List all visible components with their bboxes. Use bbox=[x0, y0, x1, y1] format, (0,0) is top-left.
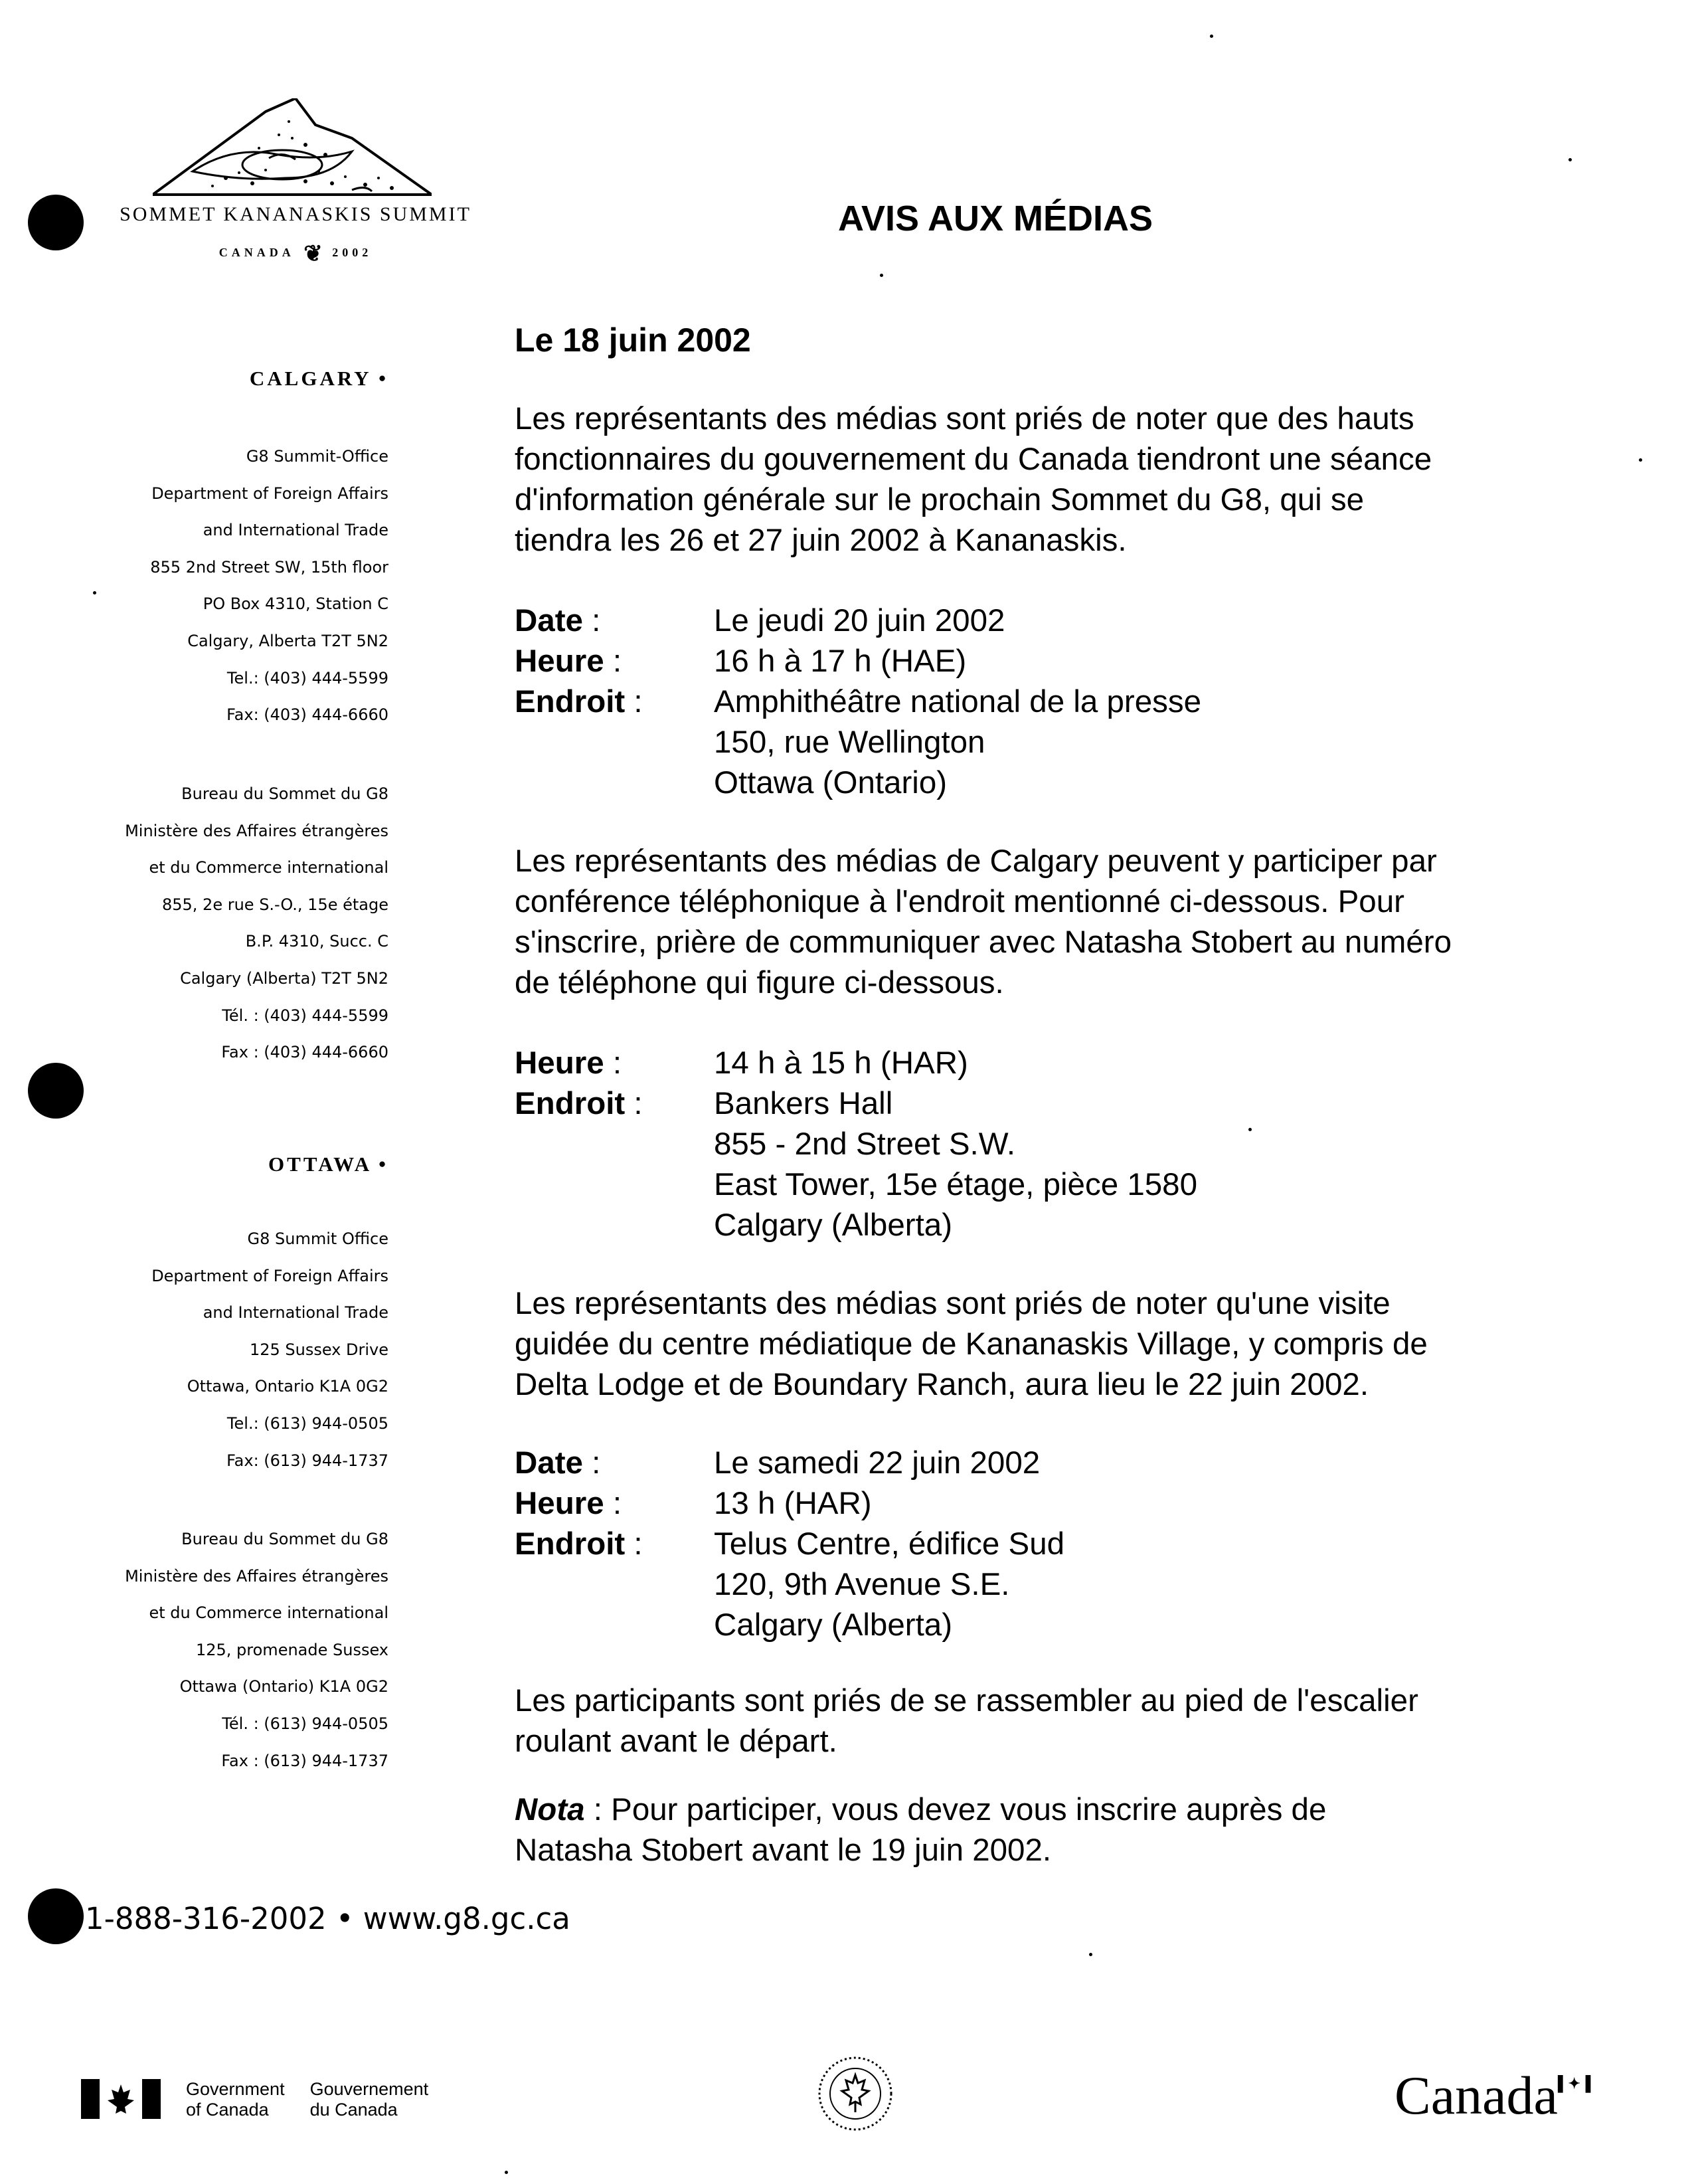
ottawa-en-line: and International Trade bbox=[203, 1303, 388, 1322]
detail-label: Heure : bbox=[515, 1486, 622, 1521]
calgary-en-line: Department of Foreign Affairs bbox=[151, 484, 388, 503]
calgary-en-line: Tel.: (403) 444-5599 bbox=[226, 668, 388, 687]
gov-en-line-1: Government bbox=[186, 2079, 285, 2099]
paragraph-line: roulant avant le départ. bbox=[515, 1724, 837, 1759]
detail-row bbox=[515, 722, 1551, 763]
gov-fr-line-2: du Canada bbox=[309, 2100, 398, 2120]
detail-label bbox=[515, 763, 714, 803]
ottawa-en-line: 125 Sussex Drive bbox=[249, 1340, 388, 1359]
calgary-address-french bbox=[106, 776, 388, 1071]
canada-wordmark bbox=[1394, 2064, 1591, 2127]
detail-row bbox=[515, 1443, 1551, 1483]
detail-label bbox=[515, 1124, 714, 1164]
detail-label: Endroit : bbox=[515, 1086, 643, 1121]
paragraph-line: Delta Lodge et de Boundary Ranch, aura lieu le 22 juin 2002. bbox=[515, 1367, 1369, 1402]
detail-value: Calgary (Alberta) bbox=[714, 1208, 953, 1243]
gov-french bbox=[310, 2079, 429, 2120]
detail-row bbox=[515, 600, 1551, 641]
detail-row bbox=[515, 1564, 1551, 1605]
summit-country-year bbox=[116, 240, 475, 267]
detail-row bbox=[515, 1164, 1551, 1205]
detail-value: Amphithéâtre national de la presse bbox=[714, 684, 1202, 719]
summit-year: 2002 bbox=[332, 246, 373, 260]
maple-leaf-icon: ❦ bbox=[303, 242, 323, 266]
detail-value: Telus Centre, édifice Sud bbox=[714, 1526, 1065, 1562]
calgary-fr-line: B.P. 4310, Succ. C bbox=[245, 932, 388, 951]
paragraph-line: Les représentants des médias de Calgary peuvent y participer par bbox=[515, 844, 1437, 879]
detail-row bbox=[515, 1083, 1551, 1124]
scan-speck bbox=[1568, 158, 1572, 161]
detail-label bbox=[515, 722, 714, 763]
detail-value: East Tower, 15e étage, pièce 1580 bbox=[714, 1167, 1197, 1202]
paragraph-line: de téléphone qui figure ci-dessous. bbox=[515, 965, 1004, 1000]
binder-hole-top bbox=[28, 195, 84, 250]
calgary-address-english bbox=[106, 438, 388, 734]
gov-english bbox=[186, 2079, 285, 2120]
canada-flag-icon bbox=[81, 2079, 161, 2119]
scan-speck bbox=[1210, 35, 1213, 38]
ottawa-heading: OTTAWA • bbox=[268, 1152, 388, 1176]
government-signature bbox=[186, 2079, 428, 2120]
paragraph-line: Les représentants des médias sont priés de noter que des hauts bbox=[515, 401, 1414, 436]
detail-value: Le samedi 22 juin 2002 bbox=[714, 1445, 1041, 1481]
calgary-fr-line: et du Commerce international bbox=[149, 858, 388, 877]
detail-value: 150, rue Wellington bbox=[714, 725, 985, 760]
ottawa-fr-line: 125, promenade Sussex bbox=[195, 1640, 388, 1659]
gather-paragraph bbox=[515, 1681, 1551, 1762]
ottawa-en-line: Fax: (613) 944-1737 bbox=[226, 1451, 388, 1470]
detail-label: Heure : bbox=[515, 644, 622, 679]
nota-line-2: Natasha Stobert avant le 19 juin 2002. bbox=[515, 1833, 1052, 1868]
visit-paragraph bbox=[515, 1283, 1551, 1405]
detail-value: Calgary (Alberta) bbox=[714, 1607, 953, 1643]
scan-speck bbox=[1639, 458, 1642, 462]
calgary-en-line: and International Trade bbox=[203, 521, 388, 540]
calgary-fr-line: Calgary (Alberta) T2T 5N2 bbox=[180, 968, 388, 988]
paragraph-line: d'information générale sur le prochain Sommet du G8, qui se bbox=[515, 482, 1365, 517]
detail-row bbox=[515, 1124, 1551, 1164]
contact-line: 1-888-316-2002 • www.g8.gc.ca bbox=[85, 1901, 570, 1936]
detail-label: Endroit : bbox=[515, 1526, 643, 1562]
detail-row bbox=[515, 682, 1551, 722]
calgary-en-line: 855 2nd Street SW, 15th floor bbox=[150, 557, 388, 577]
detail-value: 16 h à 17 h (HAE) bbox=[714, 644, 967, 679]
paragraph-line: conférence téléphonique à l'endroit mentionné ci-dessous. Pour bbox=[515, 884, 1404, 919]
calgary-paragraph bbox=[515, 841, 1551, 1003]
calgary-fr-line: Fax : (403) 444-6660 bbox=[221, 1043, 388, 1062]
calgary-en-line: G8 Summit-Office bbox=[246, 447, 388, 466]
paragraph-line: s'inscrire, prière de communiquer avec Natasha Stobert au numéro bbox=[515, 925, 1452, 960]
summit-country: CANADA bbox=[218, 246, 294, 260]
paragraph-line: tiendra les 26 et 27 juin 2002 à Kananaskis. bbox=[515, 523, 1127, 558]
paragraph-line: Les participants sont priés de se rassembler au pied de l'escalier bbox=[515, 1683, 1418, 1718]
gov-en-line-2: of Canada bbox=[186, 2100, 269, 2120]
detail-label: Endroit : bbox=[515, 684, 643, 719]
binder-hole-bottom bbox=[28, 1888, 84, 1944]
ottawa-fr-line: Fax : (613) 944-1737 bbox=[221, 1751, 388, 1770]
nota-label: Nota bbox=[515, 1792, 585, 1827]
detail-row bbox=[515, 1605, 1551, 1645]
detail-row bbox=[515, 641, 1551, 682]
detail-value: Ottawa (Ontario) bbox=[714, 765, 948, 800]
release-date: Le 18 juin 2002 bbox=[515, 321, 751, 359]
detail-label bbox=[515, 1605, 714, 1645]
paragraph-line: guidée du centre médiatique de Kananaskis Village, y compris de bbox=[515, 1326, 1428, 1362]
calgary-fr-line: 855, 2e rue S.-O., 15e étage bbox=[161, 895, 388, 914]
summit-mountain-logo bbox=[153, 98, 432, 205]
calgary-en-line: Calgary, Alberta T2T 5N2 bbox=[187, 631, 388, 650]
ottawa-address-french bbox=[106, 1521, 388, 1779]
detail-label: Heure : bbox=[515, 1046, 622, 1081]
ottawa-fr-line: Ottawa (Ontario) K1A 0G2 bbox=[179, 1677, 388, 1696]
ottawa-fr-line: et du Commerce international bbox=[149, 1603, 388, 1623]
ottawa-en-line: Ottawa, Ontario K1A 0G2 bbox=[187, 1377, 388, 1396]
detail-row bbox=[515, 763, 1551, 803]
calgary-en-line: PO Box 4310, Station C bbox=[203, 594, 388, 614]
ottawa-en-line: Tel.: (613) 944-0505 bbox=[226, 1413, 388, 1433]
summit-name: SOMMET KANANASKIS SUMMIT bbox=[120, 203, 471, 225]
page-title: AVIS AUX MÉDIAS bbox=[838, 199, 1153, 238]
detail-value: Le jeudi 20 juin 2002 bbox=[714, 603, 1005, 638]
paragraph-line: Les représentants des médias sont priés de noter qu'une visite bbox=[515, 1286, 1391, 1321]
scan-speck bbox=[505, 2171, 508, 2174]
nota-paragraph bbox=[515, 1789, 1551, 1870]
gov-fr-line-1: Gouvernement bbox=[309, 2079, 429, 2099]
canada-wordmark-text: Canada bbox=[1394, 2065, 1558, 2126]
ottawa-fr-line: Bureau du Sommet du G8 bbox=[181, 1530, 388, 1548]
paragraph-line: fonctionnaires du gouvernement du Canada tiendront une séance bbox=[515, 442, 1432, 477]
detail-row bbox=[515, 1043, 1551, 1083]
event3-details bbox=[515, 1443, 1551, 1645]
calgary-heading: CALGARY • bbox=[249, 367, 388, 390]
calgary-fr-line: Bureau du Sommet du G8 bbox=[181, 784, 388, 803]
detail-value: Bankers Hall bbox=[714, 1086, 893, 1121]
detail-label bbox=[515, 1164, 714, 1205]
ottawa-fr-line: Tél. : (613) 944-0505 bbox=[222, 1714, 388, 1733]
scan-speck bbox=[93, 591, 96, 594]
calgary-en-line: Fax: (403) 444-6660 bbox=[226, 705, 388, 725]
detail-label bbox=[515, 1205, 714, 1245]
detail-label: Date : bbox=[515, 1445, 601, 1481]
event1-details bbox=[515, 600, 1551, 803]
detail-value: 120, 9th Avenue S.E. bbox=[714, 1567, 1010, 1602]
nota-line-1: : Pour participer, vous devez vous inscrire auprès de bbox=[584, 1792, 1327, 1827]
ottawa-fr-line: Ministère des Affaires étrangères bbox=[125, 1566, 388, 1586]
intro-paragraph bbox=[515, 399, 1551, 561]
detail-row bbox=[515, 1205, 1551, 1245]
event2-details bbox=[515, 1043, 1551, 1245]
scan-speck bbox=[1248, 1128, 1252, 1131]
detail-value: 14 h à 15 h (HAR) bbox=[714, 1046, 968, 1081]
ottawa-en-line: Department of Foreign Affairs bbox=[151, 1266, 388, 1285]
flag-mini-icon: ▌✦▐ bbox=[1557, 2075, 1591, 2092]
detail-value: 13 h (HAR) bbox=[714, 1486, 872, 1521]
detail-row bbox=[515, 1524, 1551, 1564]
scan-speck bbox=[880, 274, 883, 277]
ottawa-en-line: G8 Summit Office bbox=[247, 1229, 388, 1248]
binder-hole-middle bbox=[28, 1063, 84, 1119]
detail-value: 855 - 2nd Street S.W. bbox=[714, 1127, 1016, 1162]
calgary-fr-line: Ministère des Affaires étrangères bbox=[125, 821, 388, 840]
ottawa-address-english bbox=[106, 1221, 388, 1479]
scan-speck bbox=[1089, 1953, 1092, 1956]
detail-label: Date : bbox=[515, 603, 601, 638]
detail-label bbox=[515, 1564, 714, 1605]
detail-row bbox=[515, 1483, 1551, 1524]
calgary-fr-line: Tél. : (403) 444-5599 bbox=[222, 1006, 388, 1025]
recycled-seal-icon bbox=[815, 2054, 895, 2134]
